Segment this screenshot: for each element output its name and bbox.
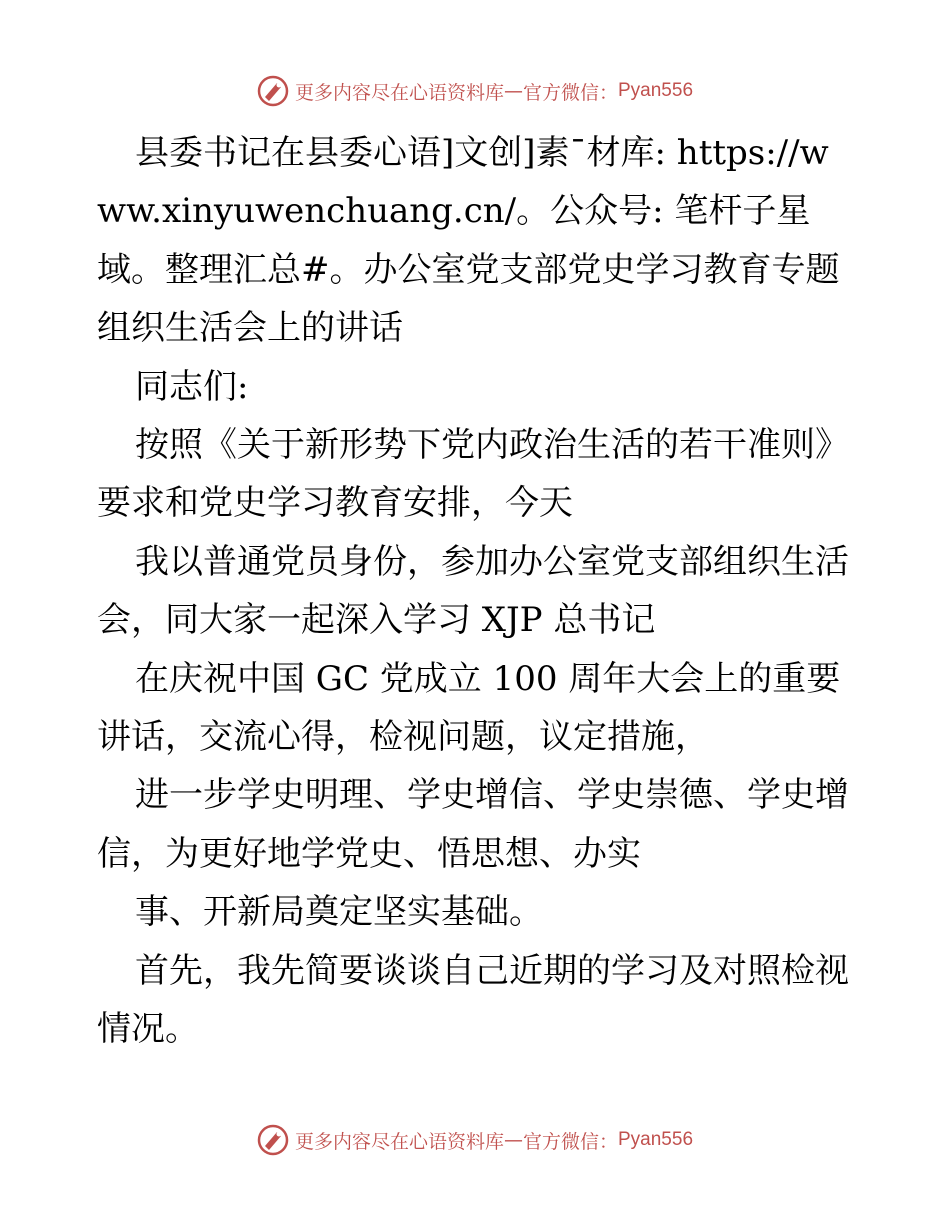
paragraph: 我以普通党员身份，参加办公室党支部组织生活会，同大家一起深入学习 XJP 总书记: [97, 541, 849, 641]
header-banner: [0, 71, 950, 111]
banner-wechat-label: 官方微信：: [522, 1130, 618, 1153]
paragraph: 事、开新局奠定坚实基础。: [135, 892, 543, 933]
banner-wechat-label: 官方微信：: [522, 81, 618, 104]
paragraph: 在庆祝中国 GC 党成立 100 周年大会上的重要讲话，交流心得，检视问题，议定措施，: [97, 658, 841, 758]
banner-wechat-id: Pyan556: [618, 80, 694, 101]
paragraph: 首先，我先简要谈谈自己近期的学习及对照检视情况。: [97, 950, 849, 1050]
brand-logo-icon: [257, 75, 289, 107]
banner-dash: —: [503, 80, 523, 102]
paragraph-title: 县委书记在县委心语]文创]素¯材库: https://www.xinyuwenchuang.cn/。公众号: 笔杆子星域。整理汇总#。办公室党支部党史学习教育专题组织生活会上的讲话: [97, 133, 840, 349]
paragraph: 按照《关于新形势下党内政治生活的若干准则》要求和党史学习教育安排，今天: [97, 425, 849, 524]
brand-logo-icon: [257, 1124, 289, 1156]
banner-main-text: 更多内容尽在心语资料库: [294, 1130, 504, 1153]
banner-main-text: 更多内容尽在心语资料库: [294, 81, 504, 104]
paragraph-salutation: 同志们:: [135, 366, 249, 407]
banner-dash: —: [503, 1129, 523, 1151]
banner-wechat-id: Pyan556: [618, 1129, 694, 1150]
footer-banner: [0, 1120, 950, 1160]
paragraph: 进一步学史明理、学史增信、学史崇德、学史增信，为更好地学党史、悟思想、办实: [97, 775, 849, 874]
document-body: [97, 124, 857, 1059]
